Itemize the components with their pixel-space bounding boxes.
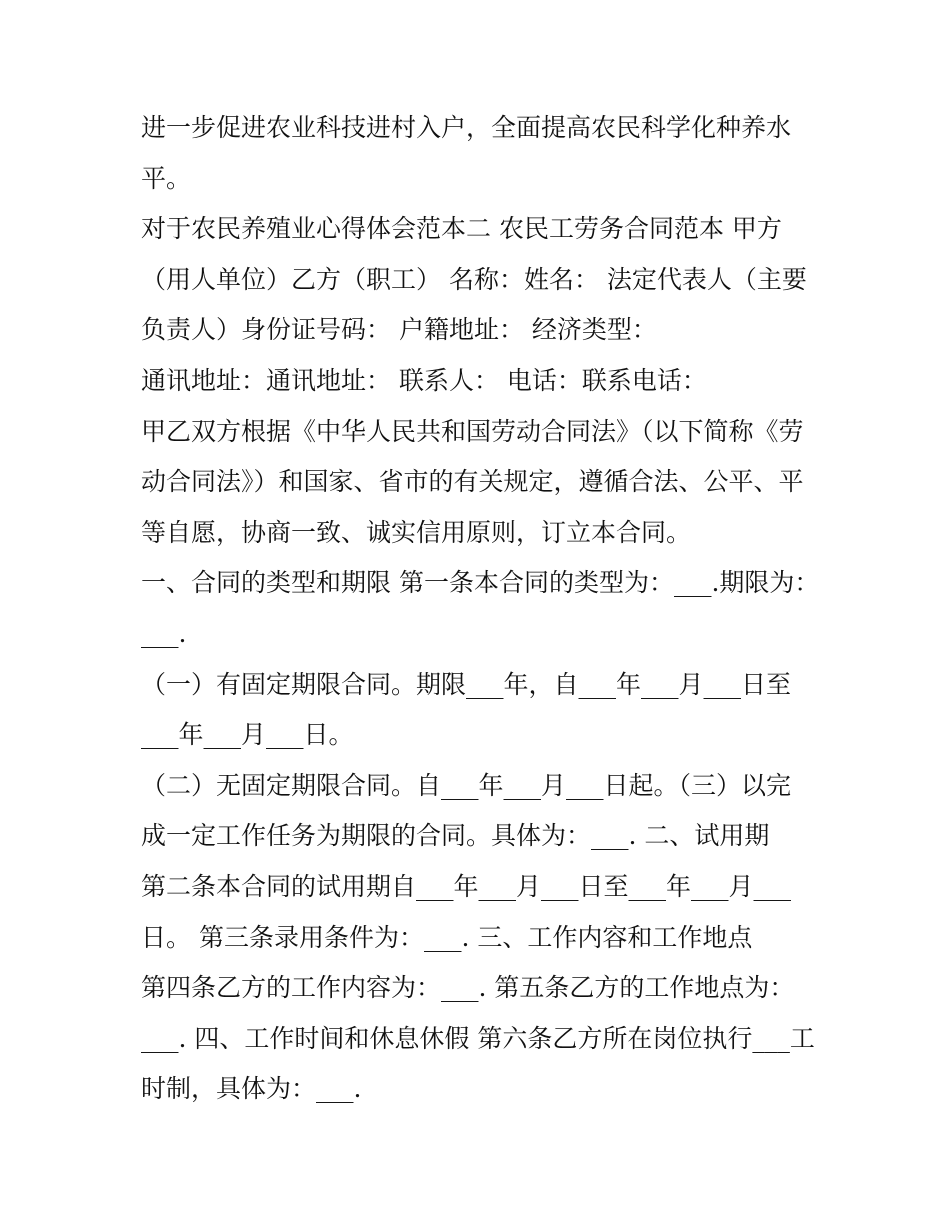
text-line: （二）无固定期限合同。自___年___月___日起。（三）以完 [141,770,792,800]
text-line: 成一定工作任务为期限的合同。具体为：___. 二、试用期 [141,821,770,851]
text-line: 进一步促进农业科技进村入户，全面提高农民科学化种养水 [141,113,792,142]
document-body [141,103,821,1115]
text-line: 平。 [141,163,192,193]
text-line: ___年___月___日。 [141,720,354,750]
text-line: 对于农民养殖业心得体会范本二 农民工劳务合同范本 甲方 [141,214,782,244]
text-line: 等自愿，协商一致、诚实信用原则，订立本合同。 [141,517,692,547]
text-line: （一）有固定期限合同。期限___年，自___年___月___日至 [141,669,792,699]
text-line: 时制，具体为：___. [141,1074,362,1104]
text-line: ___. [141,618,187,648]
text-line: 甲乙双方根据《中华人民共和国劳动合同法》（以下简称《劳 [141,416,804,446]
text-line: 一、合同的类型和期限 第一条本合同的类型为：___.期限为： [141,568,820,598]
text-line: 第二条本合同的试用期自___年___月___日至___年___月___ [141,871,792,901]
text-line: 动合同法》）和国家、省市的有关规定，遵循合法、公平、平 [141,467,804,497]
text-line: 日。 第三条录用条件为：___. 三、工作内容和工作地点 [141,922,753,952]
text-line: 第四条乙方的工作内容为：___. 第五条乙方的工作地点为： [141,973,795,1003]
text-line: 通讯地址：通讯地址： 联系人： 电话：联系电话： [141,365,707,395]
text-line: （用人单位）乙方（职工） 名称：姓名： 法定代表人（主要 [141,264,807,294]
text-line: 负责人）身份证号码： 户籍地址： 经济类型： [141,315,657,345]
text-line: ___. 四、工作时间和休息休假 第六条乙方所在岗位执行___工 [141,1023,815,1053]
